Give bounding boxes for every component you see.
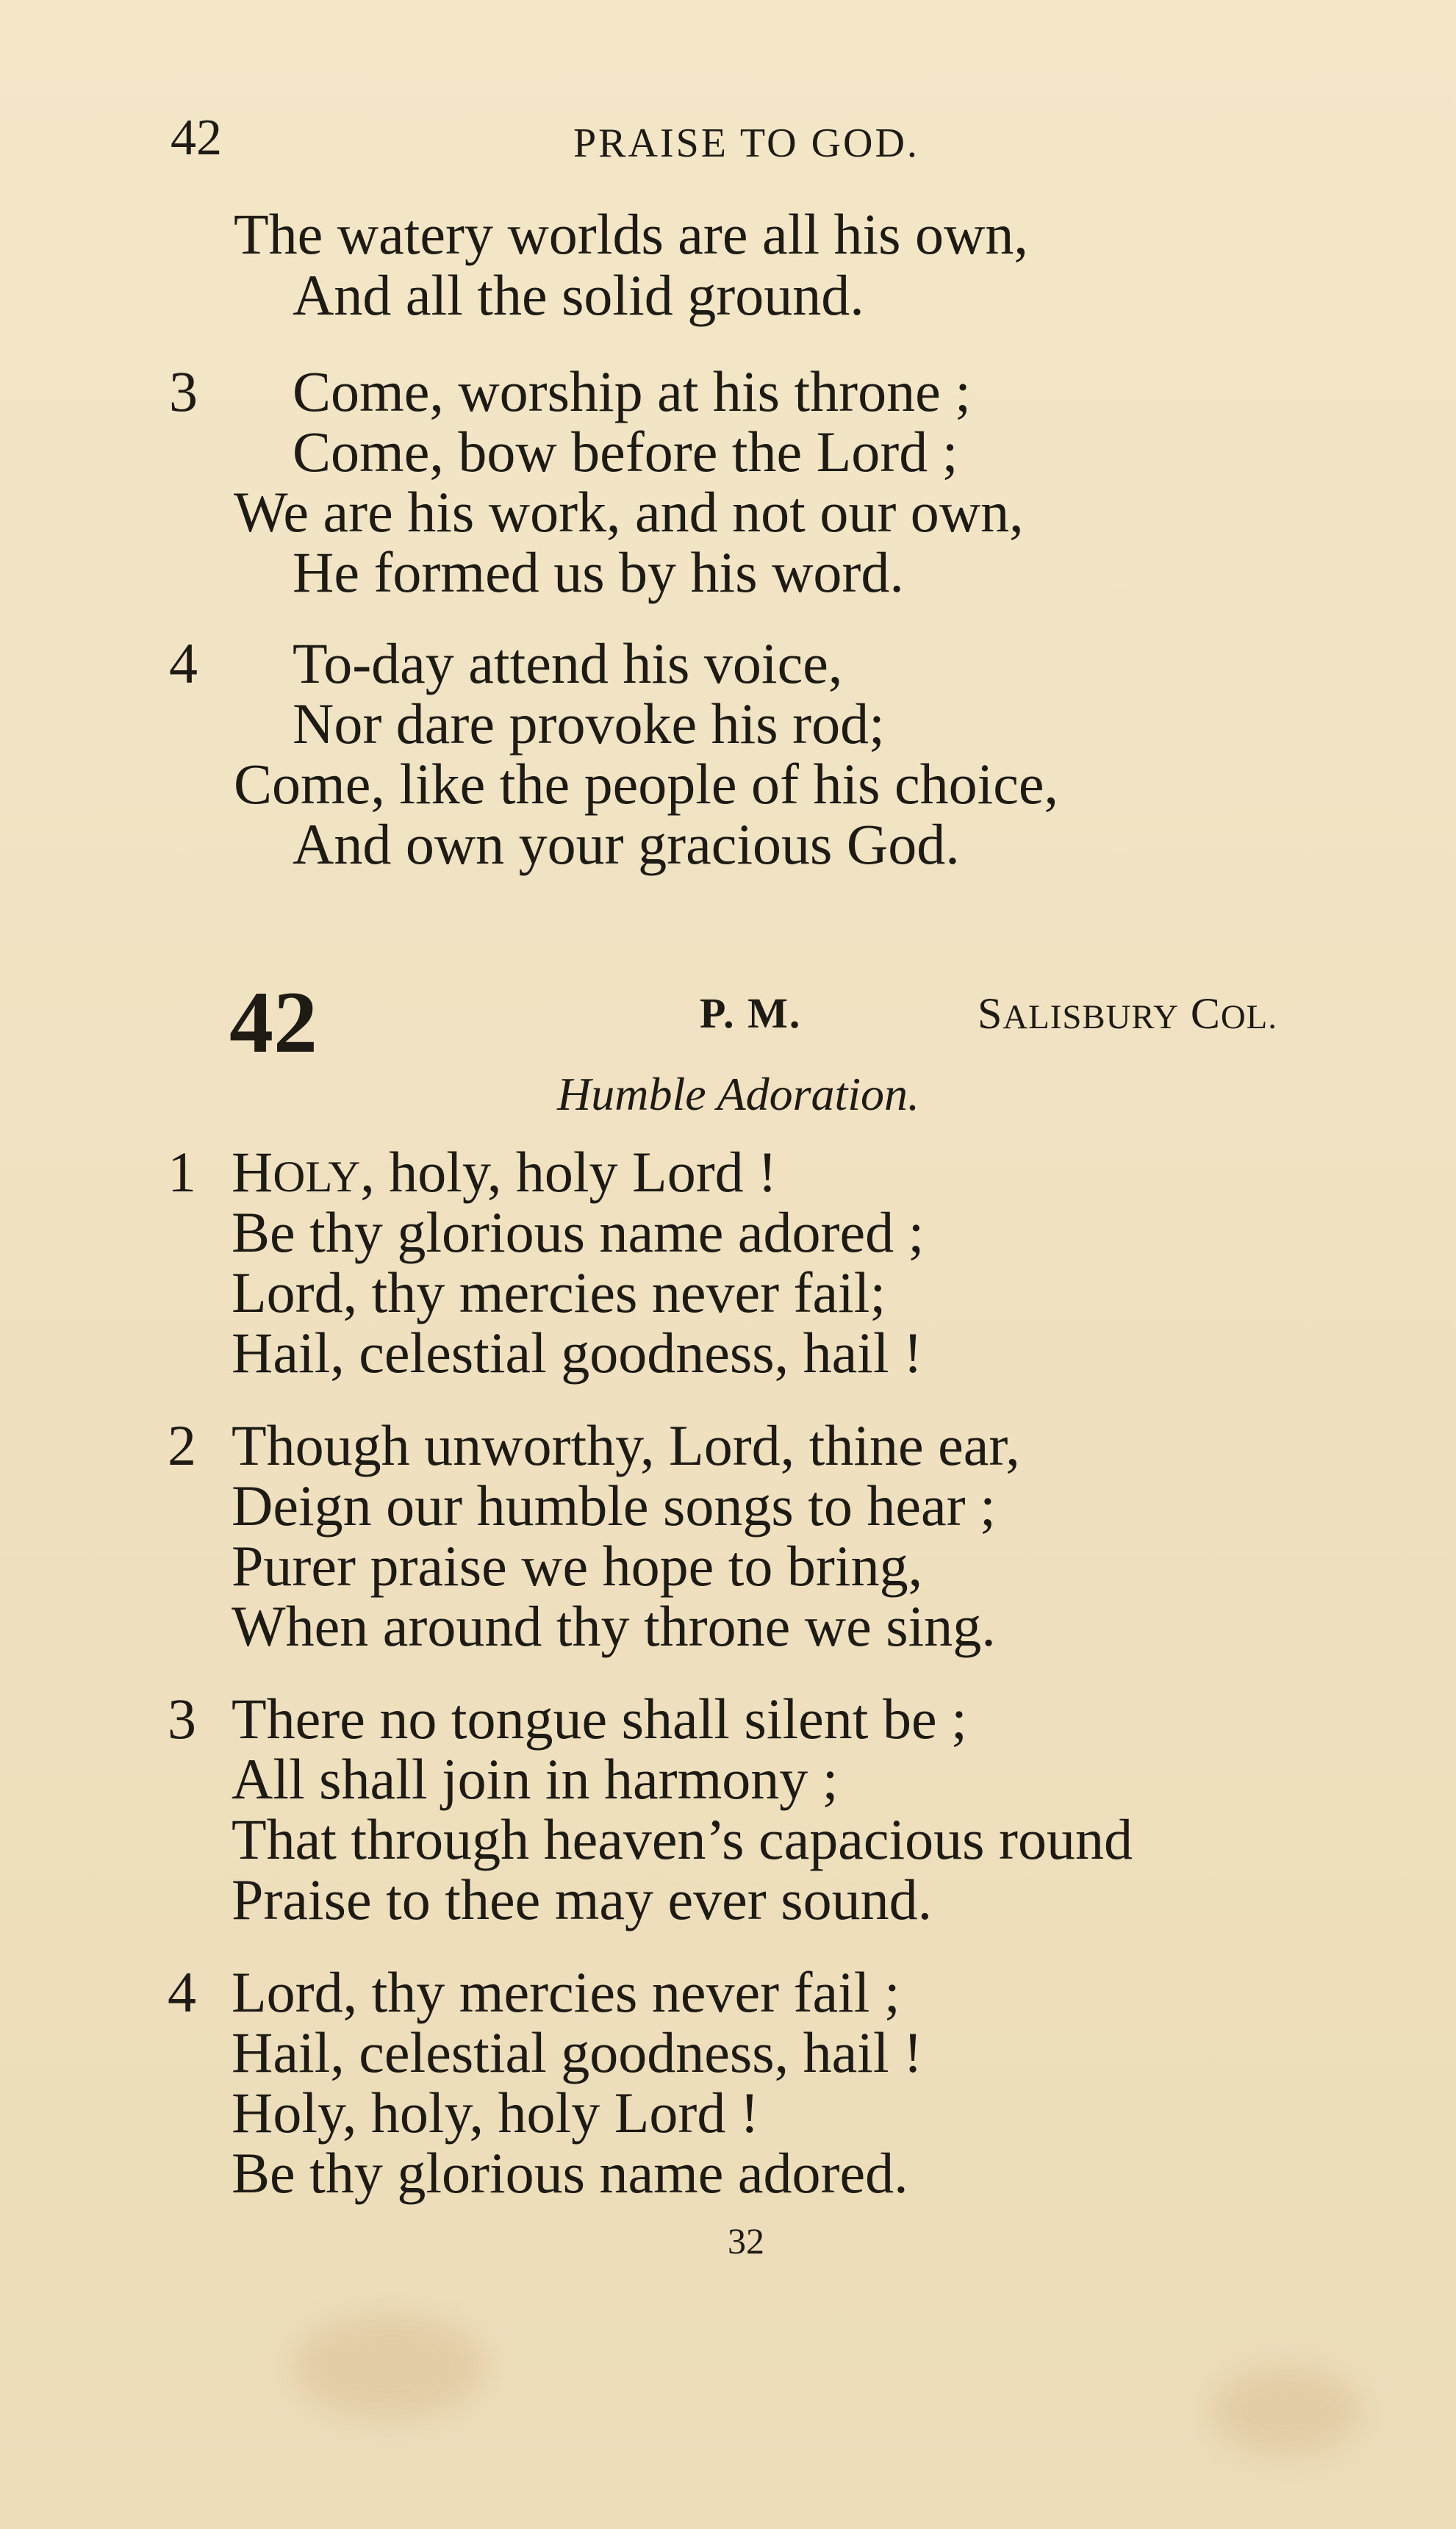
verse-line: Lord, thy mercies never fail;: [232, 1260, 886, 1324]
verse-line: Hail, celestial goodness, hail !: [232, 2020, 923, 2084]
hymn-number: 42: [229, 973, 318, 1071]
verse-line: Come, like the people of his choice,: [234, 752, 1059, 816]
verse-line: When around thy throne we sing.: [232, 1594, 996, 1658]
verse-line: Come, worship at his throne ;: [293, 359, 971, 423]
verse-number: 3: [168, 1687, 196, 1751]
verse-line: Hail, celestial goodness, hail !: [232, 1321, 923, 1385]
verse-number: 1: [168, 1140, 196, 1204]
verse-line: Be thy glorious name adored ;: [232, 1200, 925, 1264]
paper-stain: [1213, 2367, 1360, 2455]
verse-line: To-day attend his voice,: [293, 631, 843, 695]
continuation-line: The watery worlds are all his own,: [234, 202, 1028, 266]
hymn-meter: P. M.: [700, 989, 802, 1037]
verse-number: 2: [168, 1413, 196, 1477]
verse-line: That through heaven’s capacious round: [232, 1807, 1133, 1871]
verse-number: 4: [168, 1960, 196, 2024]
verse-line: HOLY, holy, holy Lord !: [232, 1140, 778, 1204]
verse-line: Nor dare provoke his rod;: [293, 692, 885, 756]
verse-line: He formed us by his word.: [293, 540, 904, 604]
continuation-line: And all the solid ground.: [293, 263, 864, 327]
verse-line: Praise to thee may ever sound.: [232, 1868, 933, 1931]
signature-mark: 32: [728, 2220, 764, 2261]
verse-line: Come, bow before the Lord ;: [293, 420, 958, 484]
verse-number: 4: [169, 631, 198, 695]
verse-line: We are his work, and not our own,: [234, 480, 1024, 544]
verse-line: Holy, holy, holy Lord !: [232, 2081, 759, 2145]
verse-line: Be thy glorious name adored.: [232, 2141, 908, 2205]
verse-line: Lord, thy mercies never fail ;: [232, 1960, 900, 2024]
hymn-tune: SALISBURY COL.: [978, 989, 1277, 1038]
hymn-subtitle: Humble Adoration.: [557, 1068, 920, 1120]
verse-line: There no tongue shall silent be ;: [232, 1687, 967, 1751]
verse-line: All shall join in harmony ;: [232, 1747, 839, 1811]
verse-line: And own your gracious God.: [293, 812, 960, 876]
verse-line: Deign our humble songs to hear ;: [232, 1474, 996, 1538]
verse-line: Though unworthy, Lord, thine ear,: [232, 1413, 1020, 1477]
verse-number: 3: [169, 359, 198, 423]
verse-line: Purer praise we hope to bring,: [232, 1534, 923, 1598]
running-title: PRAISE TO GOD.: [573, 121, 919, 166]
page-number: 42: [171, 110, 222, 166]
paper-stain: [294, 2315, 485, 2418]
